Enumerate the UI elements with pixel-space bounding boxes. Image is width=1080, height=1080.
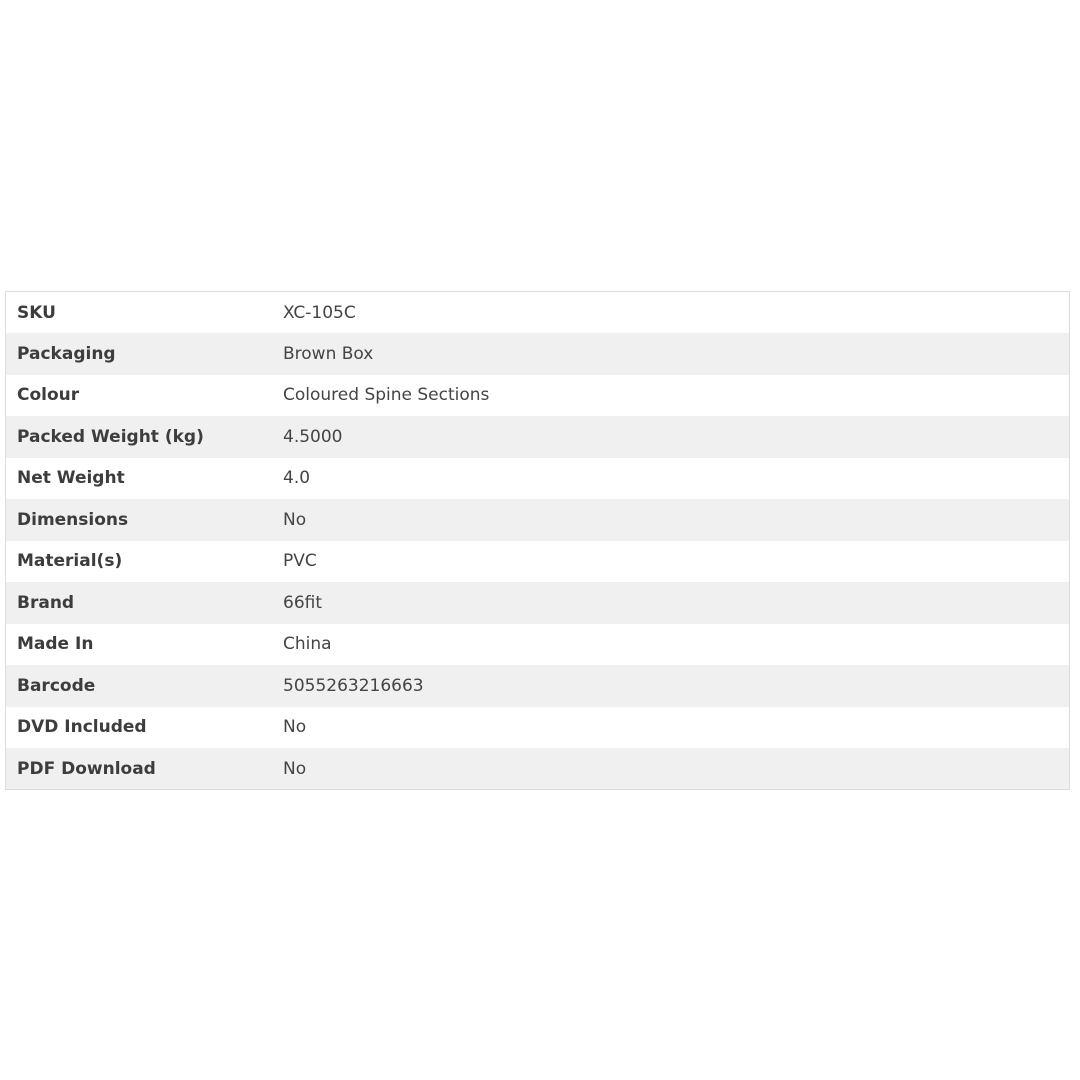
spec-label: Net Weight (17, 468, 125, 489)
spec-value: 4.0 (283, 468, 311, 489)
spec-table-body (6, 292, 1070, 790)
spec-value: 4.5000 (283, 426, 343, 447)
table-row (6, 499, 1070, 541)
product-spec-table (5, 291, 1070, 790)
table-row (6, 665, 1070, 707)
table-row (6, 416, 1070, 458)
table-row (6, 333, 1070, 375)
spec-value: XC-105C (283, 302, 356, 323)
spec-value: No (283, 717, 307, 738)
spec-value: 5055263216663 (283, 675, 424, 696)
spec-label: SKU (17, 302, 56, 323)
spec-value: China (283, 634, 332, 655)
spec-value: Coloured Spine Sections (283, 385, 490, 406)
spec-label: Packaging (17, 343, 116, 364)
spec-value: No (283, 509, 307, 530)
spec-label: PDF Download (17, 758, 156, 779)
table-row (6, 541, 1070, 583)
table-row (6, 624, 1070, 666)
table-row (6, 458, 1070, 500)
table-row (6, 375, 1070, 417)
spec-value: 66fit (283, 592, 323, 613)
table-row (6, 748, 1070, 790)
table-row (6, 707, 1070, 749)
spec-label: Brand (17, 592, 75, 613)
spec-label: Colour (17, 385, 80, 406)
table-row (6, 292, 1070, 334)
spec-value: PVC (283, 551, 317, 572)
spec-label: Dimensions (17, 509, 129, 530)
spec-value: No (283, 758, 307, 779)
spec-label: DVD Included (17, 717, 147, 738)
spec-value: Brown Box (283, 343, 374, 364)
spec-label: Packed Weight (kg) (17, 426, 204, 447)
table-row (6, 582, 1070, 624)
spec-label: Made In (17, 634, 94, 655)
spec-label: Barcode (17, 675, 96, 696)
spec-label: Material(s) (17, 551, 123, 572)
